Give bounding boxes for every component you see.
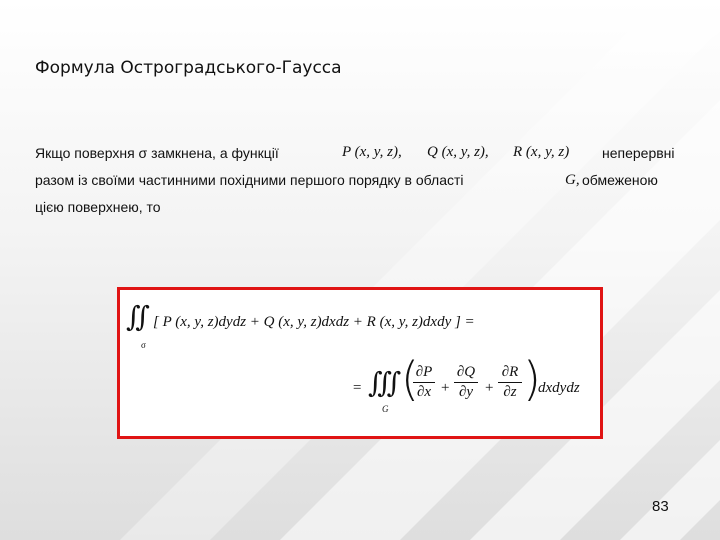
function-q: Q (x, y, z), [427,144,489,160]
surface-integrand: [ P (x, y, z)dydz + Q (x, y, z)dxdz + R (x, y, z)dxdy ] = [153,314,475,330]
page-number: 83 [652,498,669,515]
slide-title: Формула Остроградського-Гаусса [35,58,342,78]
statement-line-1 [35,140,675,166]
numerator-dr: ∂R [501,364,519,380]
fraction-bar [498,382,522,383]
function-r: R (x, y, z) [513,144,570,160]
equals-sign: = [352,380,363,396]
volume-differential: dxdydz [538,380,580,396]
formula-box [117,287,603,439]
denominator-dy: ∂y [458,384,474,400]
fraction-dq-dy [454,364,478,401]
volume-integral [368,366,392,399]
region-symbol: G, [565,172,580,188]
fraction-bar [413,382,435,383]
surface-domain: σ [141,340,146,350]
statement-intro: Якщо поверхня σ замкнена, а функції [35,145,279,161]
double-integral-symbol: ∬ [126,300,141,333]
volume-domain: G [382,404,389,414]
denominator-dx: ∂x [416,384,432,400]
statement-surface: цією поверхнею, то [35,199,161,215]
plus-sign: + [441,380,450,396]
fraction-dp-dx [413,364,435,401]
plus-sign: + [485,380,494,396]
numerator-dq: ∂Q [456,364,476,380]
fraction-dr-dz [498,364,522,401]
statement-line-2 [35,167,658,193]
left-paren: ( [401,352,419,406]
surface-integral [126,300,141,333]
function-p: P (x, y, z), [342,144,402,160]
denominator-dz: ∂z [503,384,517,400]
triple-integral-symbol: ∭ [368,366,393,399]
statement-continuous: неперервні [602,145,675,161]
statement-derivatives: разом із своїми частинними похідними першого порядку в області [35,172,464,188]
numerator-dp: ∂P [415,364,433,380]
right-paren: ) [523,352,541,406]
statement-line-3 [35,194,161,220]
fraction-bar [454,382,478,383]
statement-bounded: обмеженою [582,172,658,188]
